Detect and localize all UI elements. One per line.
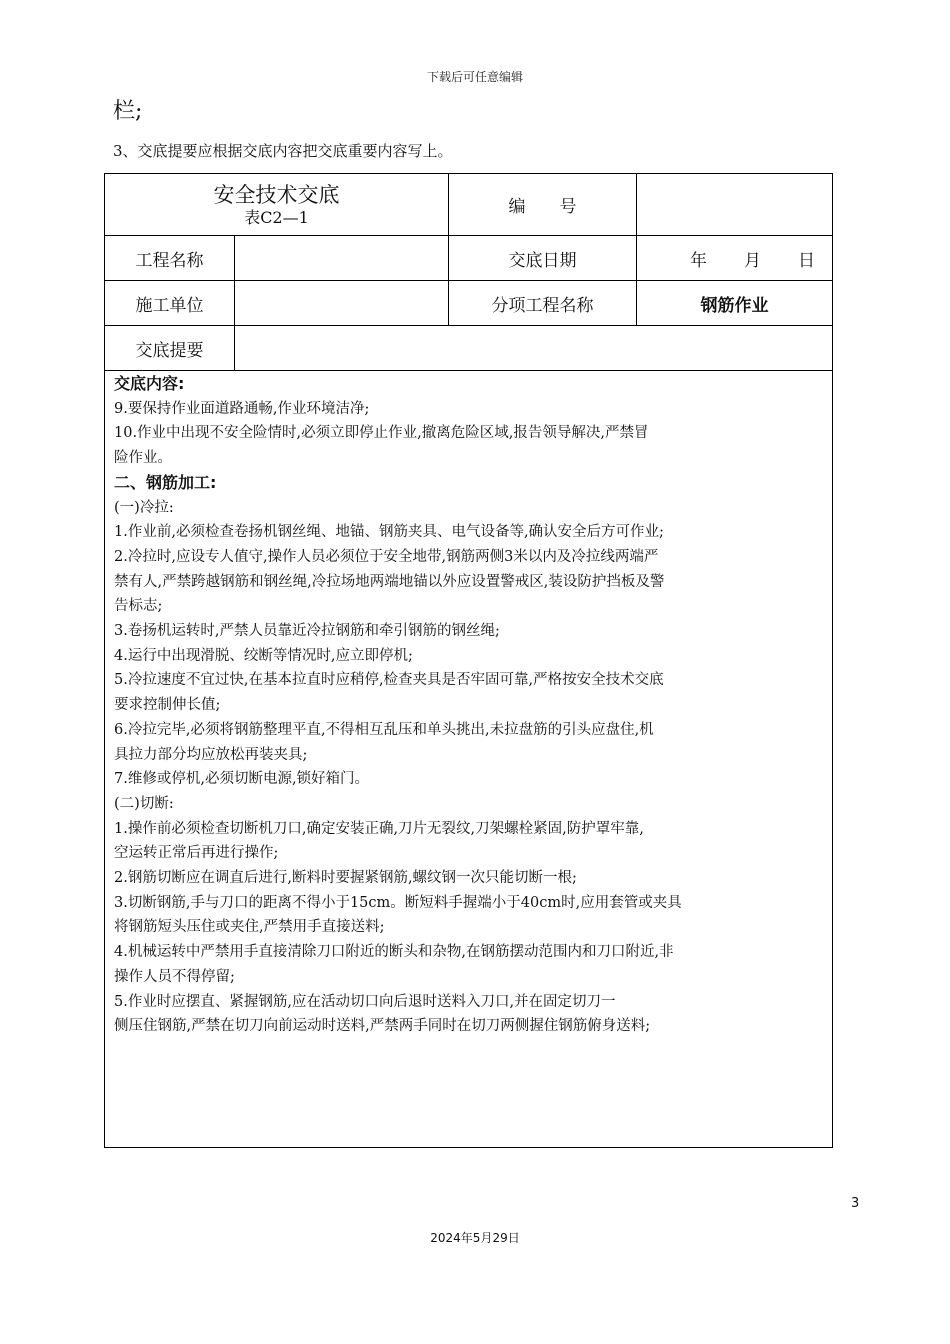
content-line: 2.冷拉时,应设专人值守,操作人员必须位于安全地带,钢筋两侧3米以内及冷拉线两端严 <box>114 548 659 565</box>
subproject-label: 分项工程名称 <box>449 281 637 326</box>
date-label: 交底日期 <box>449 236 637 281</box>
subproject-value[interactable]: 钢筋作业 <box>637 281 833 326</box>
content-line: 空运转正常后再进行操作; <box>114 845 279 862</box>
unit-value[interactable] <box>235 281 449 326</box>
content-line: 5.冷拉速度不宜过快,在基本拉直时应稍停,检查夹具是否牢固可靠,严格按安全技术交底 <box>114 672 664 689</box>
disclosure-content-cell <box>105 371 833 1148</box>
content-line: 险作业。 <box>114 450 172 467</box>
footer-date: 2024年5月29日 <box>430 1231 520 1245</box>
content-line: 4.机械运转中严禁用手直接清除刀口附近的断头和杂物,在钢筋摆动范围内和刀口附近,非 <box>114 944 674 961</box>
form-title: 安全技术交底 <box>213 182 340 207</box>
form-subtitle: 表C2—1 <box>244 207 309 227</box>
section-heading-rebar-processing: 二、钢筋加工: <box>114 472 217 492</box>
content-line: 9.要保持作业面道路通畅,作业环境洁净; <box>114 400 370 417</box>
content-line: 3.卷扬机运转时,严禁人员靠近冷拉钢筋和牵引钢筋的钢丝绳; <box>114 623 500 640</box>
subsection-heading-cold-drawing: (一)冷拉: <box>114 499 174 516</box>
content-heading: 交底内容: <box>114 374 185 393</box>
number-label: 编 号 <box>449 174 637 236</box>
summary-value[interactable] <box>235 326 833 371</box>
form-title-cell <box>105 174 449 236</box>
date-value[interactable]: 年 月 日 <box>637 236 833 281</box>
project-name-value[interactable] <box>235 236 449 281</box>
number-value[interactable] <box>637 174 833 236</box>
content-line: 4.运行中出现滑脱、绞断等情况时,应立即停机; <box>114 647 413 664</box>
content-line: 禁有人,严禁跨越钢筋和钢丝绳,冷拉场地两端地锚以外应设置警戒区,装设防护挡板及警 <box>114 573 665 590</box>
content-line: 将钢筋短头压住或夹住,严禁用手直接送料; <box>114 919 385 936</box>
content-line: 10.作业中出现不安全险情时,必须立即停止作业,撤离危险区域,报告领导解决,严禁冒 <box>114 425 649 442</box>
unit-label: 施工单位 <box>105 281 235 326</box>
content-line: 6.冷拉完毕,必须将钢筋整理平直,不得相互乱压和单头挑出,未拉盘筋的引头应盘住,机 <box>114 721 654 738</box>
content-line: 7.维修或停机,必须切断电源,锁好箱门。 <box>114 771 370 788</box>
content-line: 1.作业前,必须检查卷扬机钢丝绳、地锚、钢筋夹具、电气设备等,确认安全后方可作业; <box>114 524 664 541</box>
subsection-heading-cutting: (二)切断: <box>114 795 174 812</box>
content-line: 2.钢筋切断应在调直后进行,断料时要握紧钢筋,螺纹钢一次只能切断一根; <box>114 870 577 887</box>
content-line: 告标志; <box>114 598 163 615</box>
content-line: 5.作业时应摆直、紧握钢筋,应在活动切口向后退时送料入刀口,并在固定切刀一 <box>114 993 616 1010</box>
header-note: 下载后可任意编辑 <box>426 70 523 84</box>
safety-disclosure-form <box>104 173 833 1148</box>
content-line: 操作人员不得停留; <box>114 968 235 985</box>
summary-label: 交底提要 <box>105 326 235 371</box>
page-number: 3 <box>851 1196 860 1211</box>
previous-page-fragment: 栏; <box>113 99 143 124</box>
content-line: 1.操作前必须检查切断机刀口,确定安装正确,刀片无裂纹,刀架螺栓紧固,防护罩牢靠, <box>114 820 644 837</box>
content-line: 侧压住钢筋,严禁在切刀向前运动时送料,严禁两手同时在切刀两侧握住钢筋俯身送料; <box>114 1018 651 1035</box>
project-name-label: 工程名称 <box>105 236 235 281</box>
content-line: 要求控制伸长值; <box>114 697 221 714</box>
content-line: 3.切断钢筋,手与刀口的距离不得小于15cm。断短料手握端小于40cm时,应用套管或夹具 <box>114 894 682 911</box>
note-item-3: 3、交底提要应根据交底内容把交底重要内容写上。 <box>113 142 453 160</box>
content-line: 具拉力部分均应放松再装夹具; <box>114 746 308 763</box>
